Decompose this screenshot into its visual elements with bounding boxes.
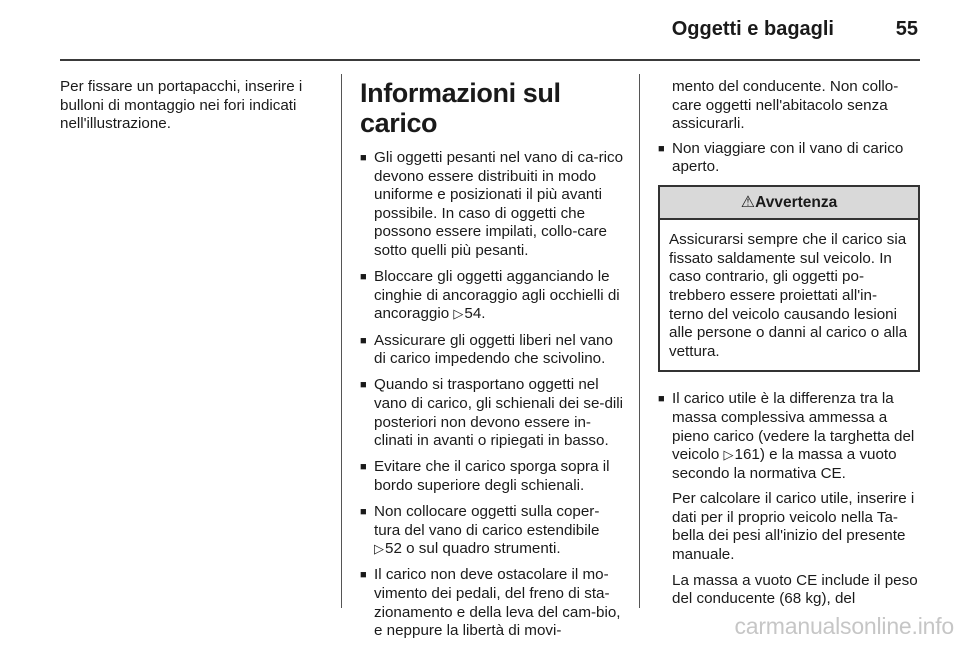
column-3 xyxy=(658,78,920,616)
list-item: ■ Quando si trasportano oggetti nel vano di carico, gli schienali dei se-dili posteriori non devono essere in-clinati in avanti o ripiegati in basso. xyxy=(360,376,624,450)
list-item: ■ Non collocare oggetti sulla coper-tura del vano di carico estendibile ▷52 o sul quadro strumenti. xyxy=(360,503,624,559)
column-2 xyxy=(360,78,624,648)
warning-box xyxy=(658,185,920,373)
payload-paragraph: La massa a vuoto CE include il peso del conducente (68 kg), del xyxy=(672,571,918,608)
payload-list xyxy=(658,390,920,609)
page-ref-arrow-icon: ▷ xyxy=(723,447,734,463)
page-ref-arrow-icon: ▷ xyxy=(453,306,464,322)
column-1 xyxy=(60,78,328,134)
load-info-list-continued xyxy=(658,140,920,177)
header-divider xyxy=(60,59,920,61)
intro-paragraph: Per fissare un portapacchi, inserire i bulloni di montaggio nei fori indicati nell'illustrazione. xyxy=(60,78,303,133)
section-title: Informazioni sul carico xyxy=(360,78,561,138)
column-divider-left xyxy=(341,74,342,608)
list-item: ■ Non viaggiare con il vano di carico aperto. xyxy=(658,140,920,177)
page-reference-link[interactable]: 54. xyxy=(464,305,486,323)
continuation-text: mento del conducente. Non collo-care oggetti nell'abitacolo senza assicurarli. xyxy=(672,78,899,133)
page-header xyxy=(60,0,920,62)
list-item: ■ Evitare che il carico sporga sopra il bordo superiore degli schienali. xyxy=(360,458,624,495)
list-item: ■ Assicurare gli oggetti liberi nel vano di carico impedendo che scivolino. xyxy=(360,332,624,369)
page-reference-link[interactable]: 161 xyxy=(734,446,760,464)
payload-paragraph: Per calcolare il carico utile, inserire i dati per il proprio veicolo nella Ta-bella dei pesi all'inizio del presente manuale. xyxy=(672,490,915,564)
page-ref-arrow-icon: ▷ xyxy=(374,541,384,557)
page-number: 55 xyxy=(895,18,918,40)
warning-header xyxy=(660,187,918,221)
warning-triangle-icon: ⚠ xyxy=(740,193,756,211)
watermark: carmanualsonline.info xyxy=(734,613,954,639)
load-info-list xyxy=(360,149,624,641)
page-title: Oggetti e bagagli xyxy=(671,18,834,40)
page-reference-link[interactable]: 52 xyxy=(385,540,402,558)
list-item: ■ Il carico utile è la differenza tra la massa complessiva ammessa a pieno carico (vedere la targhetta del veicolo ▷161) e la massa a vuoto secondo la normativa CE. Per calcolare il carico utile, inserire i dati per il proprio veicolo nella Ta-bella dei pesi all'inizio del presente manuale. La massa a vuoto CE include il peso del conducente (68 kg), del xyxy=(658,390,920,609)
warning-title: Avvertenza xyxy=(755,193,838,211)
warning-body: Assicurarsi sempre che il carico sia fissato saldamente sul veicolo. In caso contrario, gli oggetti po-trebbero essere proiettati all'in-terno del veicolo causando lesioni alle persone o danni al carico o alla vettura. xyxy=(669,231,908,360)
list-item: ■ Gli oggetti pesanti nel vano di ca-rico devono essere distribuiti in modo uniforme e posizionati il più avanti possibile. In caso di oggetti che possono essere impilati, collo-care sotto quelli più pesanti. xyxy=(360,149,624,261)
list-item: ■ Il carico non deve ostacolare il mo-vimento dei pedali, del freno di sta-zionamento e della leva del cam-bio, e neppure la libertà di movi- xyxy=(360,566,624,640)
list-item: ■ Bloccare gli oggetti agganciando le cinghie di ancoraggio agli occhielli di ancoraggio ▷54. xyxy=(360,268,624,324)
column-divider-right xyxy=(639,74,640,608)
